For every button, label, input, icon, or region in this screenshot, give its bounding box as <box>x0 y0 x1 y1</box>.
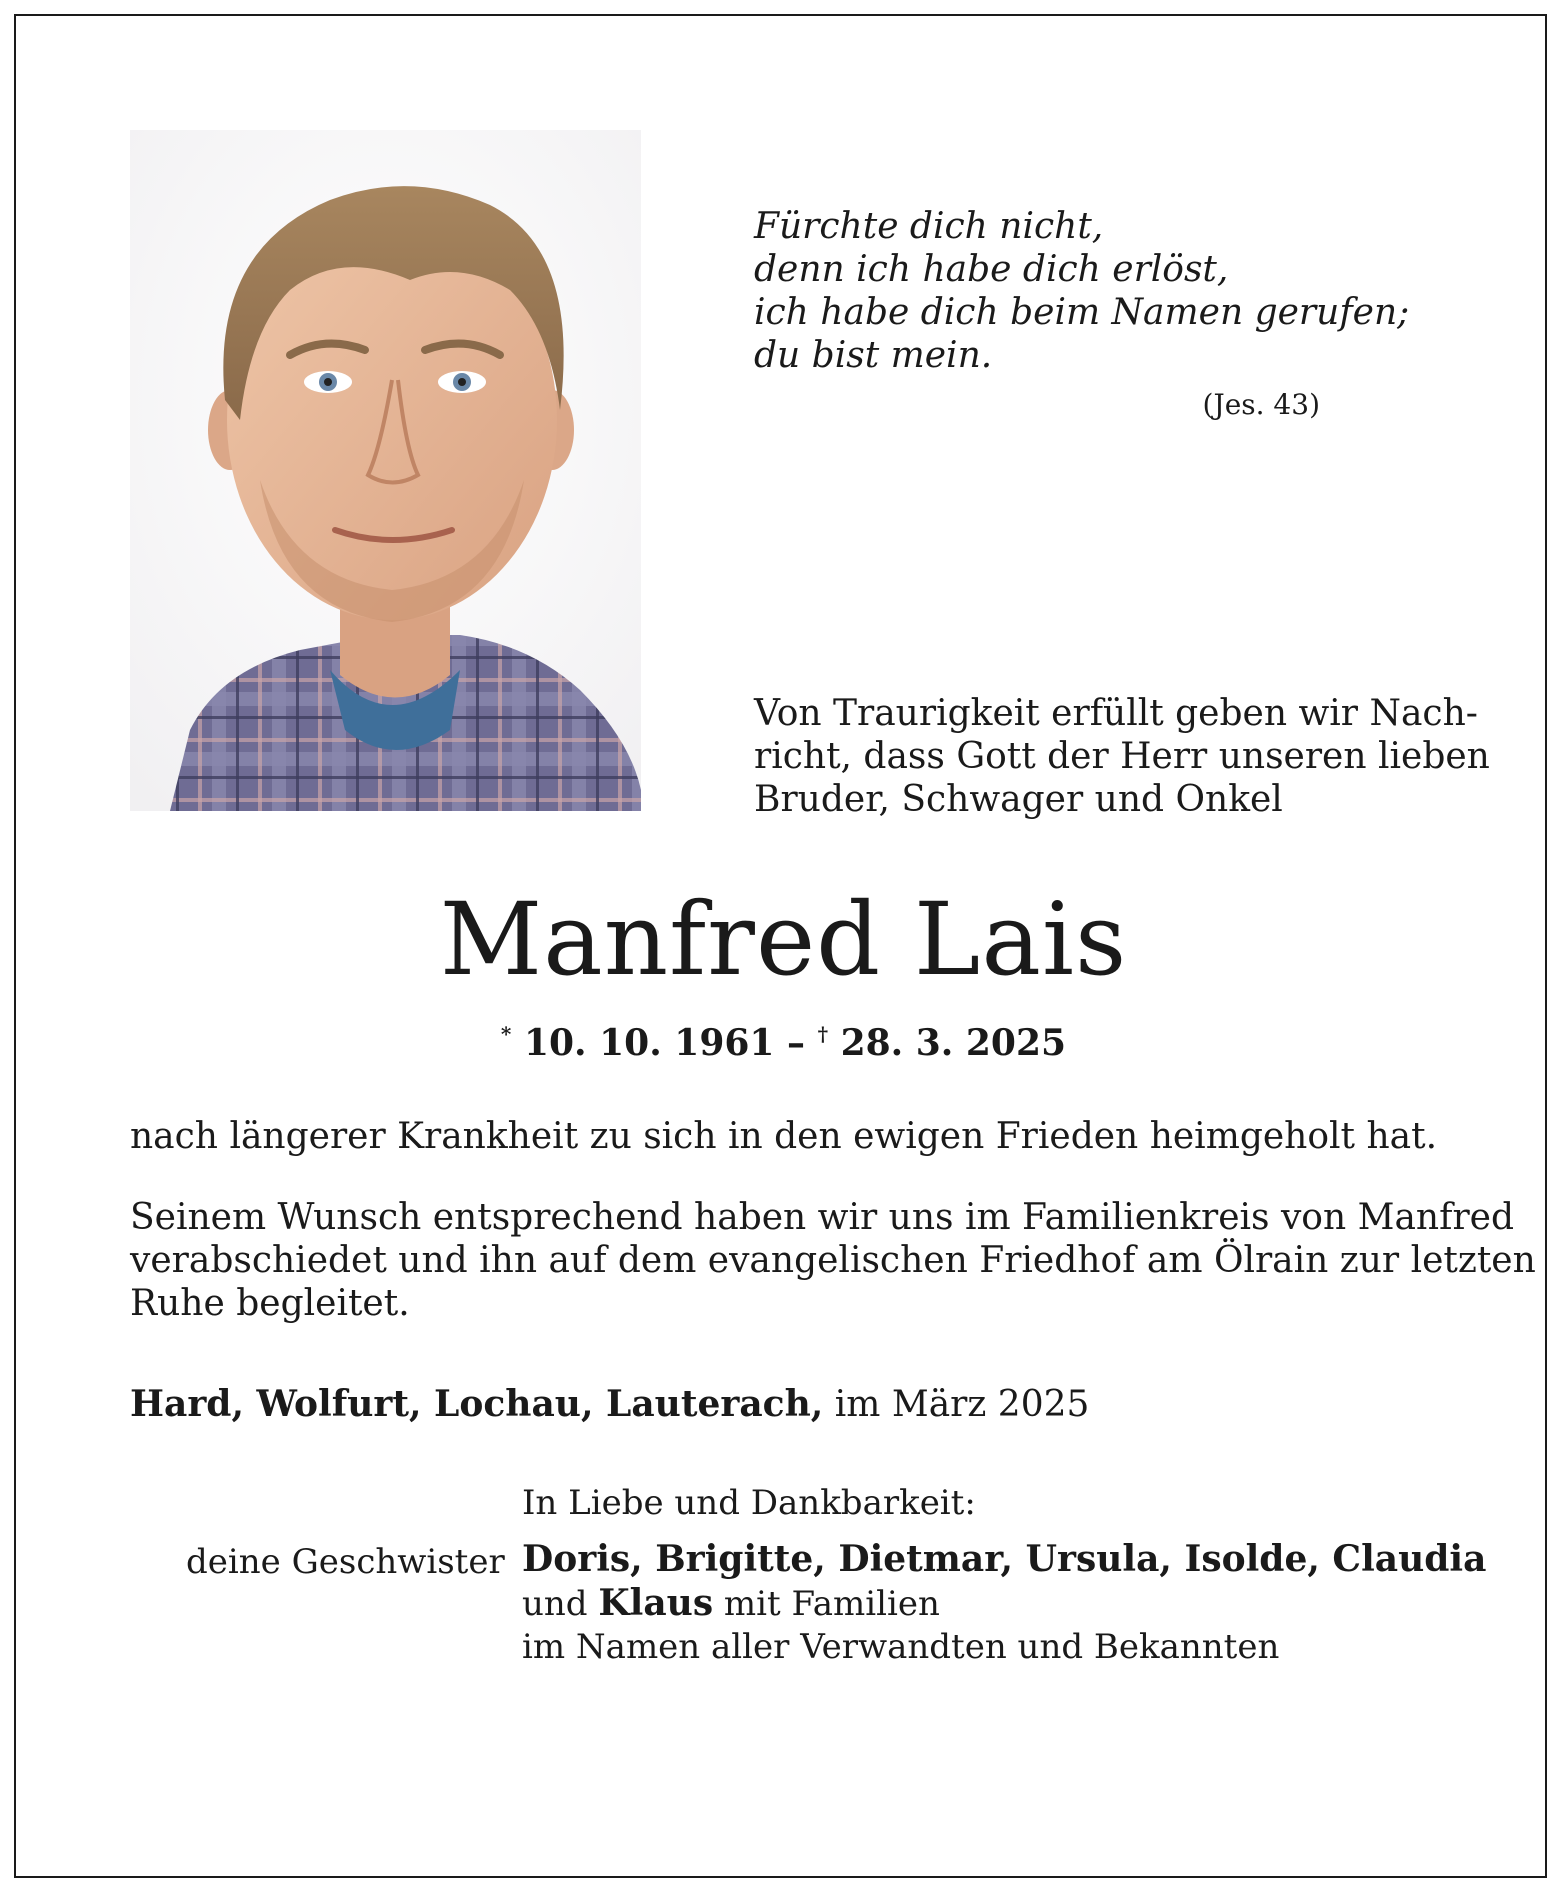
intro-line: Bruder, Schwager und Onkel <box>754 779 1283 820</box>
thanks-line: In Liebe und Dankbarkeit: <box>522 1483 976 1523</box>
announcement-intro <box>754 692 1490 821</box>
signers-names-line <box>522 1538 1486 1582</box>
paragraph-passing <box>130 1115 1450 1158</box>
place-date: im März 2025 <box>823 1384 1090 1425</box>
paragraph-line: Seinem Wunsch entsprechend haben wir uns im Familienkreis von Manfred <box>130 1197 1514 1238</box>
intro-line: richt, dass Gott der Herr unseren lieben <box>754 736 1490 777</box>
death-symbol: † <box>817 1022 829 1046</box>
birth-date: 10. 10. 1961 <box>523 1022 775 1064</box>
intro-line: Von Traurigkeit erfüllt geben wir Nach- <box>754 693 1478 734</box>
signers-block <box>522 1538 1486 1669</box>
signers-names: Doris, Brigitte, Dietmar, Ursula, Isolde, Claudia <box>522 1538 1487 1580</box>
portrait-illustration <box>130 130 641 811</box>
signers-klaus: Klaus <box>598 1582 714 1624</box>
place-and-date <box>130 1380 1089 1429</box>
verse-line: denn ich habe dich erlöst, <box>754 249 1229 290</box>
verse-line: ich habe dich beim Namen gerufen; <box>754 292 1410 333</box>
bible-verse <box>754 205 1410 377</box>
verse-reference: (Jes. 43) <box>1202 388 1320 421</box>
life-dates <box>0 1010 1567 1067</box>
signers-prefix: und <box>522 1584 599 1624</box>
deceased-name: Manfred Lais <box>439 881 1128 998</box>
verse-line: Fürchte dich nicht, <box>754 206 1104 247</box>
signers-suffix: mit Familien <box>713 1584 940 1624</box>
death-date: 28. 3. 2025 <box>840 1022 1067 1064</box>
paragraph-line: nach längerer Krankheit zu sich in den ewigen Frieden heimgeholt hat. <box>130 1116 1438 1157</box>
portrait-photo <box>130 130 641 811</box>
paragraph-line: verabschiedet und ihn auf dem evangelischen Friedhof am Ölrain zur letzten <box>130 1240 1536 1281</box>
signers-line-2 <box>522 1582 1486 1626</box>
paragraph-line: Ruhe begleitet. <box>130 1283 410 1324</box>
signers-line-3: im Namen aller Verwandten und Bekannten <box>522 1627 1280 1667</box>
date-separator: – <box>787 1022 806 1064</box>
verse-line: du bist mein. <box>754 335 993 376</box>
paragraph-farewell <box>130 1196 1536 1325</box>
birth-symbol: * <box>500 1022 512 1046</box>
siblings-label: deine Geschwister <box>186 1542 505 1582</box>
place-towns: Hard, Wolfurt, Lochau, Lauterach, <box>130 1383 824 1425</box>
